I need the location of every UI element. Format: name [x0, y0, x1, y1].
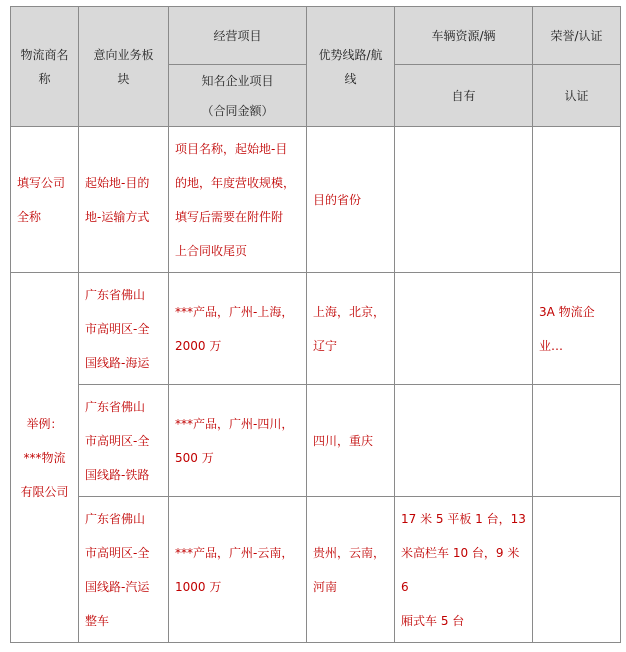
instruction-routes: 目的省份 [307, 127, 395, 273]
example-row-sea [11, 273, 621, 385]
example-routes: 上海，北京， 辽宁 [307, 273, 395, 385]
example-project: ***产品，广州-四川， 500 万 [169, 385, 307, 497]
header-certification: 认证 [533, 65, 621, 127]
example-project: ***产品，广州-云南， 1000 万 [169, 497, 307, 643]
header-known-enterprise-projects: 知名企业项目 （合同金额） [169, 65, 307, 127]
example-vehicles [395, 273, 533, 385]
instruction-vehicles [395, 127, 533, 273]
header-business-segment: 意向业务板 块 [79, 7, 169, 127]
example-business-segment: 广东省佛山 市高明区-全 国线路-海运 [79, 273, 169, 385]
header-business-projects: 经营项目 [169, 7, 307, 65]
example-business-segment: 广东省佛山 市高明区-全 国线路-铁路 [79, 385, 169, 497]
instruction-company-name: 填写公司 全称 [11, 127, 79, 273]
example-row-rail [11, 385, 621, 497]
example-project: ***产品，广州-上海， 2000 万 [169, 273, 307, 385]
instruction-projects: 项目名称，起始地-目 的地，年度营收规模， 填写后需要在附件附 上合同收尾页 [169, 127, 307, 273]
header-row-1 [11, 7, 621, 65]
example-vehicles [395, 385, 533, 497]
header-vehicles-owned: 自有 [395, 65, 533, 127]
example-company-name: 举例： ***物流 有限公司 [11, 273, 79, 643]
example-row-truck [11, 497, 621, 643]
header-honors-certification: 荣誉/认证 [533, 7, 621, 65]
example-honors: 3A 物流企 业… [533, 273, 621, 385]
example-routes: 四川，重庆 [307, 385, 395, 497]
example-business-segment: 广东省佛山 市高明区-全 国线路-汽运 整车 [79, 497, 169, 643]
header-advantage-routes: 优势线路/航 线 [307, 7, 395, 127]
instruction-row [11, 127, 621, 273]
example-vehicles: 17 米 5 平板 1 台，13 米高栏车 10 台，9 米 6 厢式车 5 台 [395, 497, 533, 643]
example-honors [533, 497, 621, 643]
instruction-honors [533, 127, 621, 273]
header-vehicle-resources: 车辆资源/辆 [395, 7, 533, 65]
instruction-business-segment: 起始地-目的 地-运输方式 [79, 127, 169, 273]
header-company-name: 物流商名 称 [11, 7, 79, 127]
logistics-provider-table [10, 6, 621, 643]
example-honors [533, 385, 621, 497]
example-routes: 贵州，云南， 河南 [307, 497, 395, 643]
